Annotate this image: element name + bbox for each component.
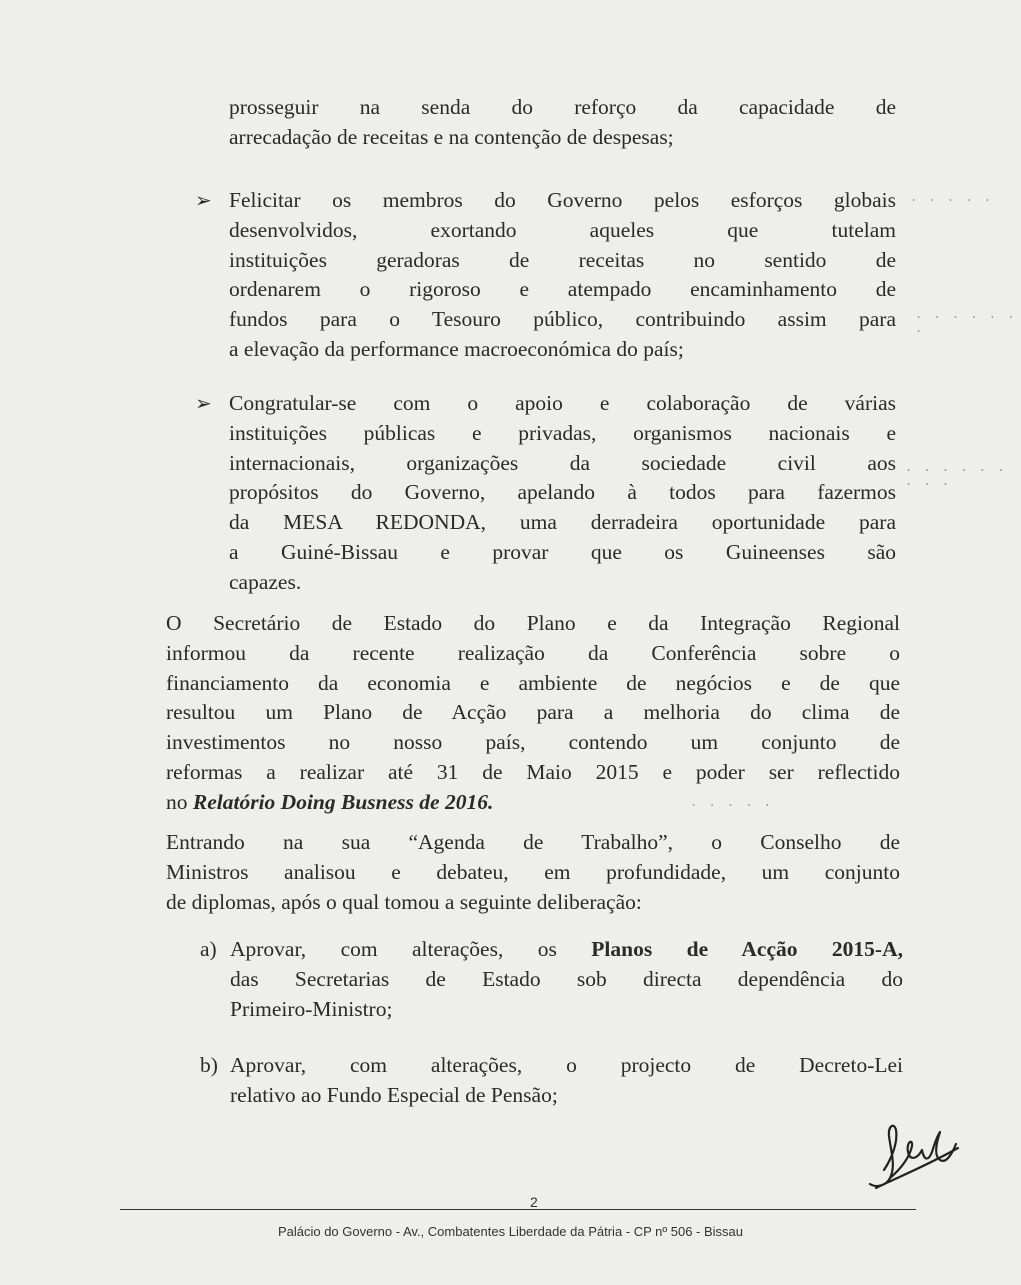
text-line: das Secretarias de Estado sob directa dependência do (230, 966, 903, 991)
text-prefix: Aprovar, com alterações, os (230, 937, 592, 961)
signature-icon (866, 1108, 966, 1198)
list-label-a: a) (200, 937, 217, 961)
page-number: 2 (530, 1194, 538, 1210)
secretario-paragraph (166, 609, 900, 818)
text-line: da MESA REDONDA, uma derradeira oportunidade para (229, 510, 896, 535)
text-line: a elevação da performance macroeconómica do país; (229, 336, 684, 361)
text-line: prosseguir na senda do reforço da capacidade de (229, 95, 896, 119)
arrow-bullet-icon: ➢ (195, 188, 212, 212)
text-line: financiamento da economia e ambiente de negócios e de que (166, 670, 900, 695)
text-line: reformas a realizar até 31 de Maio 2015 e poder ser reflectido (166, 759, 900, 784)
arrow-bullet-icon: ➢ (195, 391, 212, 415)
text-line: instituições geradoras de receitas no sentido de (229, 247, 896, 272)
text-line: desenvolvidos, exortando aqueles que tutelam (229, 217, 896, 242)
footer-divider (120, 1209, 916, 1210)
text-line: Felicitar os membros do Governo pelos esforços globais (229, 188, 896, 212)
footer-address: Palácio do Governo - Av., Combatentes Liberdade da Pátria - CP nº 506 - Bissau (277, 1224, 744, 1239)
agenda-paragraph (166, 828, 900, 917)
list-item-b (230, 1051, 903, 1111)
scan-artifact: . . . . . . . . . (905, 460, 1007, 488)
text-line: propósitos do Governo, apelando à todos para fazermos (229, 480, 896, 505)
bullet-paragraph-felicitar (229, 186, 896, 365)
list-item-a (230, 935, 903, 1024)
scan-artifact: . . . . . (690, 795, 774, 809)
text-line: de diplomas, após o qual tomou a seguinte deliberação: (166, 889, 642, 914)
text-line: a Guiné-Bissau e provar que os Guineenses são (229, 539, 896, 564)
text-line: Congratular-se com o apoio e colaboração de várias (229, 391, 896, 415)
text-line: O Secretário de Estado do Plano e da Integração Regional (166, 611, 900, 635)
text-line: Entrando na sua “Agenda de Trabalho”, o Conselho de (166, 830, 900, 854)
list-label-b: b) (200, 1053, 218, 1077)
text-line: informou da recente realização da Conferência sobre o (166, 640, 900, 665)
text-line (230, 935, 903, 965)
scan-artifact: . . . . . (910, 190, 994, 204)
text-line: internacionais, organizações da sociedade civil aos (229, 450, 896, 475)
plans-title: Planos de Acção 2015-A, (591, 937, 903, 961)
scan-artifact: . . . . . . . (915, 307, 1017, 335)
bullet-paragraph-congratular (229, 389, 896, 598)
text-line: instituições públicas e privadas, organismos nacionais e (229, 420, 896, 445)
text-line: capazes. (229, 569, 302, 594)
text-line: arrecadação de receitas e na contenção de despesas; (229, 124, 674, 149)
text-line: Ministros analisou e debateu, em profundidade, um conjunto (166, 859, 900, 884)
text-prefix: no (166, 789, 193, 814)
report-title: Relatório Doing Busness de 2016. (192, 789, 494, 814)
text-line: investimentos no nosso país, contendo um conjunto de (166, 730, 900, 755)
text-line: relativo ao Fundo Especial de Pensão; (230, 1082, 558, 1107)
intro-paragraph (229, 93, 896, 153)
text-line: fundos para o Tesouro público, contribuindo assim para (229, 307, 896, 332)
text-line: Primeiro-Ministro; (230, 996, 393, 1021)
text-line: Aprovar, com alterações, o projecto de Decreto-Lei (230, 1053, 903, 1077)
text-line (166, 788, 900, 818)
text-line: resultou um Plano de Acção para a melhoria do clima de (166, 700, 900, 725)
text-line: ordenarem o rigoroso e atempado encaminhamento de (229, 277, 896, 302)
